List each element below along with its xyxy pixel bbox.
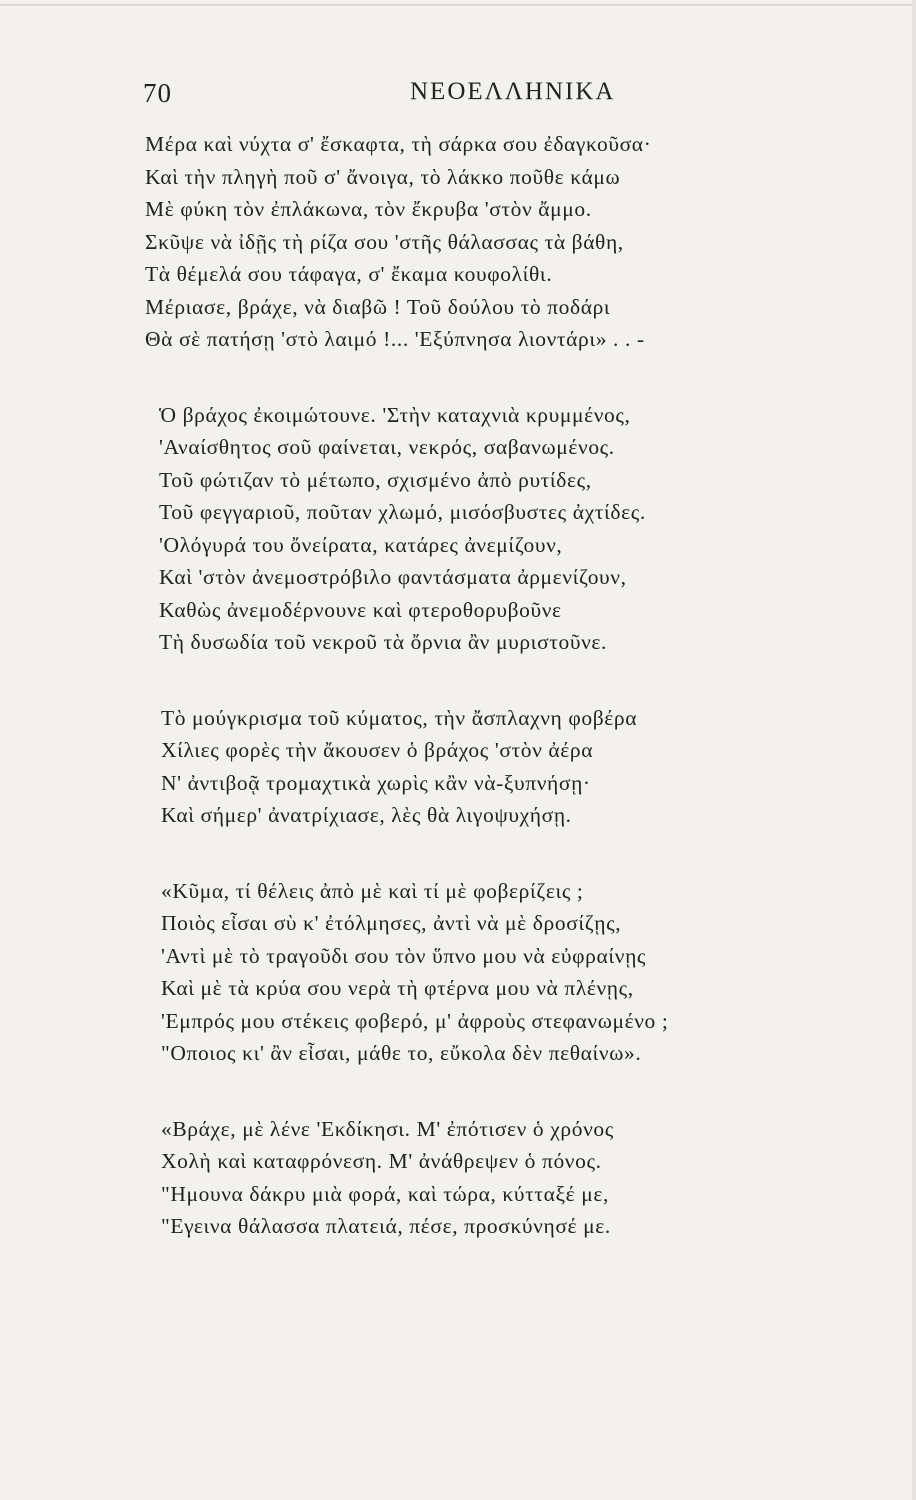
page-right-edge (912, 0, 916, 1500)
poem-line: Ὁ βράχος ἐκοιμώτουνε. 'Στὴν καταχνιὰ κρυμμένος, (159, 402, 631, 427)
poem-line: Μὲ φύκη τὸν ἐπλάκωνα, τὸν ἔκρυβα 'στὸν ἄμμο. (145, 197, 592, 221)
poem-line: Χολὴ καὶ καταφρόνεση. Μ' ἀνάθρεψεν ὁ πόνος. (161, 1149, 602, 1173)
page-number: 70 (143, 78, 172, 108)
poem-line: Καὶ σήμερ' ἀνατρίχιασε, λὲς θὰ λιγοψυχήσῃ. (161, 803, 572, 827)
poem-line: Χίλιες φορὲς τὴν ἄκουσεν ὁ βράχος 'στὸν ἀέρα (161, 738, 594, 762)
poem-line: Θὰ σὲ πατήσῃ 'στὸ λαιμό !... 'Εξύπνησα λιοντάρι» . . - (145, 327, 645, 351)
poem-line: "Ημουνα δάκρυ μιὰ φορά, καὶ τώρα, κύτταξέ με, (161, 1181, 609, 1206)
stanza-1 (145, 128, 865, 356)
poem-line: Μέρα καὶ νύχτα σ' ἔσκαφτα, τὴ σάρκα σου ἐδαγκοῦσα· (145, 132, 652, 156)
poem-line: «Κῦμα, τί θέλεις ἀπὸ μὲ καὶ τί μὲ φοβερίζεις ; (161, 878, 584, 903)
stanza-5 (145, 1113, 865, 1243)
poem-line: Τοῦ φώτιζαν τὸ μέτωπο, σχισμένο ἀπὸ ρυτίδες, (159, 467, 592, 492)
poem-line: 'Εμπρός μου στέκεις φοβερό, μ' ἀφροὺς στεφανωμένο ; (161, 1008, 669, 1033)
poem-line: Σκῦψε νὰ ἰδῇς τὴ ρίζα σου 'στῆς θάλασσας τὰ βάθη, (145, 229, 624, 254)
poem-line: Ν' ἀντιβοᾷ τρομαχτικὰ χωρὶς κἂν νὰ-ξυπνήσῃ· (161, 770, 591, 795)
stanza-3 (145, 702, 865, 832)
poem-line: 'Αναίσθητος σοῦ φαίνεται, νεκρός, σαβανωμένος. (159, 435, 615, 459)
poem-line: Καὶ 'στὸν ἀνεμοστρόβιλο φαντάσματα ἀρμενίζουν, (159, 565, 627, 589)
poem-line: Τὸ μούγκρισμα τοῦ κύματος, τὴν ἄσπλαχνη φοβέρα (161, 705, 638, 730)
stanza-4 (145, 875, 865, 1070)
poem-line: Τοῦ φεγγαριοῦ, ποῦταν χλωμό, μισόσβυστες ἀχτίδες. (159, 500, 646, 524)
poem-line: Τὴ δυσωδία τοῦ νεκροῦ τὰ ὄρνια ἂν μυριστοῦνε. (159, 630, 608, 654)
running-title: ΝΕΟΕΛΛΗΝΙΚΑ (410, 78, 616, 105)
poem-line: 'Αντὶ μὲ τὸ τραγοῦδι σου τὸν ὕπνο μου νὰ εὐφραίνῃς (161, 943, 647, 968)
poem-line: Καὶ μὲ τὰ κρύα σου νερὰ τὴ φτέρνα μου νὰ πλένῃς, (161, 976, 634, 1000)
stanza-2 (145, 399, 865, 659)
poem-body (145, 128, 865, 1286)
poem-line: «Βράχε, μὲ λένε 'Εκδίκησι. Μ' ἐπότισεν ὁ χρόνος (161, 1116, 614, 1141)
poem-line: Καθὼς ἀνεμοδέρνουνε καὶ φτεροθορυβοῦνε (159, 597, 562, 622)
poem-line: 'Ολόγυρά του ὄνείρατα, κατάρες ἀνεμίζουν, (159, 532, 563, 557)
poem-line: "Οποιος κι' ἂν εἶσαι, μάθε το, εὔκολα δὲν πεθαίνω». (161, 1041, 642, 1065)
page-header (0, 78, 916, 114)
poem-line: Καὶ τὴν πληγὴ ποῦ σ' ἄνοιγα, τὸ λάκκο ποῦθε κάμω (145, 164, 621, 189)
page-top-edge (0, 4, 916, 6)
poem-line: "Εγεινα θάλασσα πλατειά, πέσε, προσκύνησέ με. (161, 1214, 611, 1238)
poem-line: Ποιὸς εἶσαι σὺ κ' ἐτόλμησες, ἀντὶ νὰ μὲ δροσίζῃς, (161, 911, 622, 935)
poem-line: Μέριασε, βράχε, νὰ διαβῶ ! Τοῦ δούλου τὸ ποδάρι (145, 294, 611, 319)
poem-line: Τὰ θέμελά σου τάφαγα, σ' ἔκαμα κουφολίθι. (145, 262, 553, 286)
